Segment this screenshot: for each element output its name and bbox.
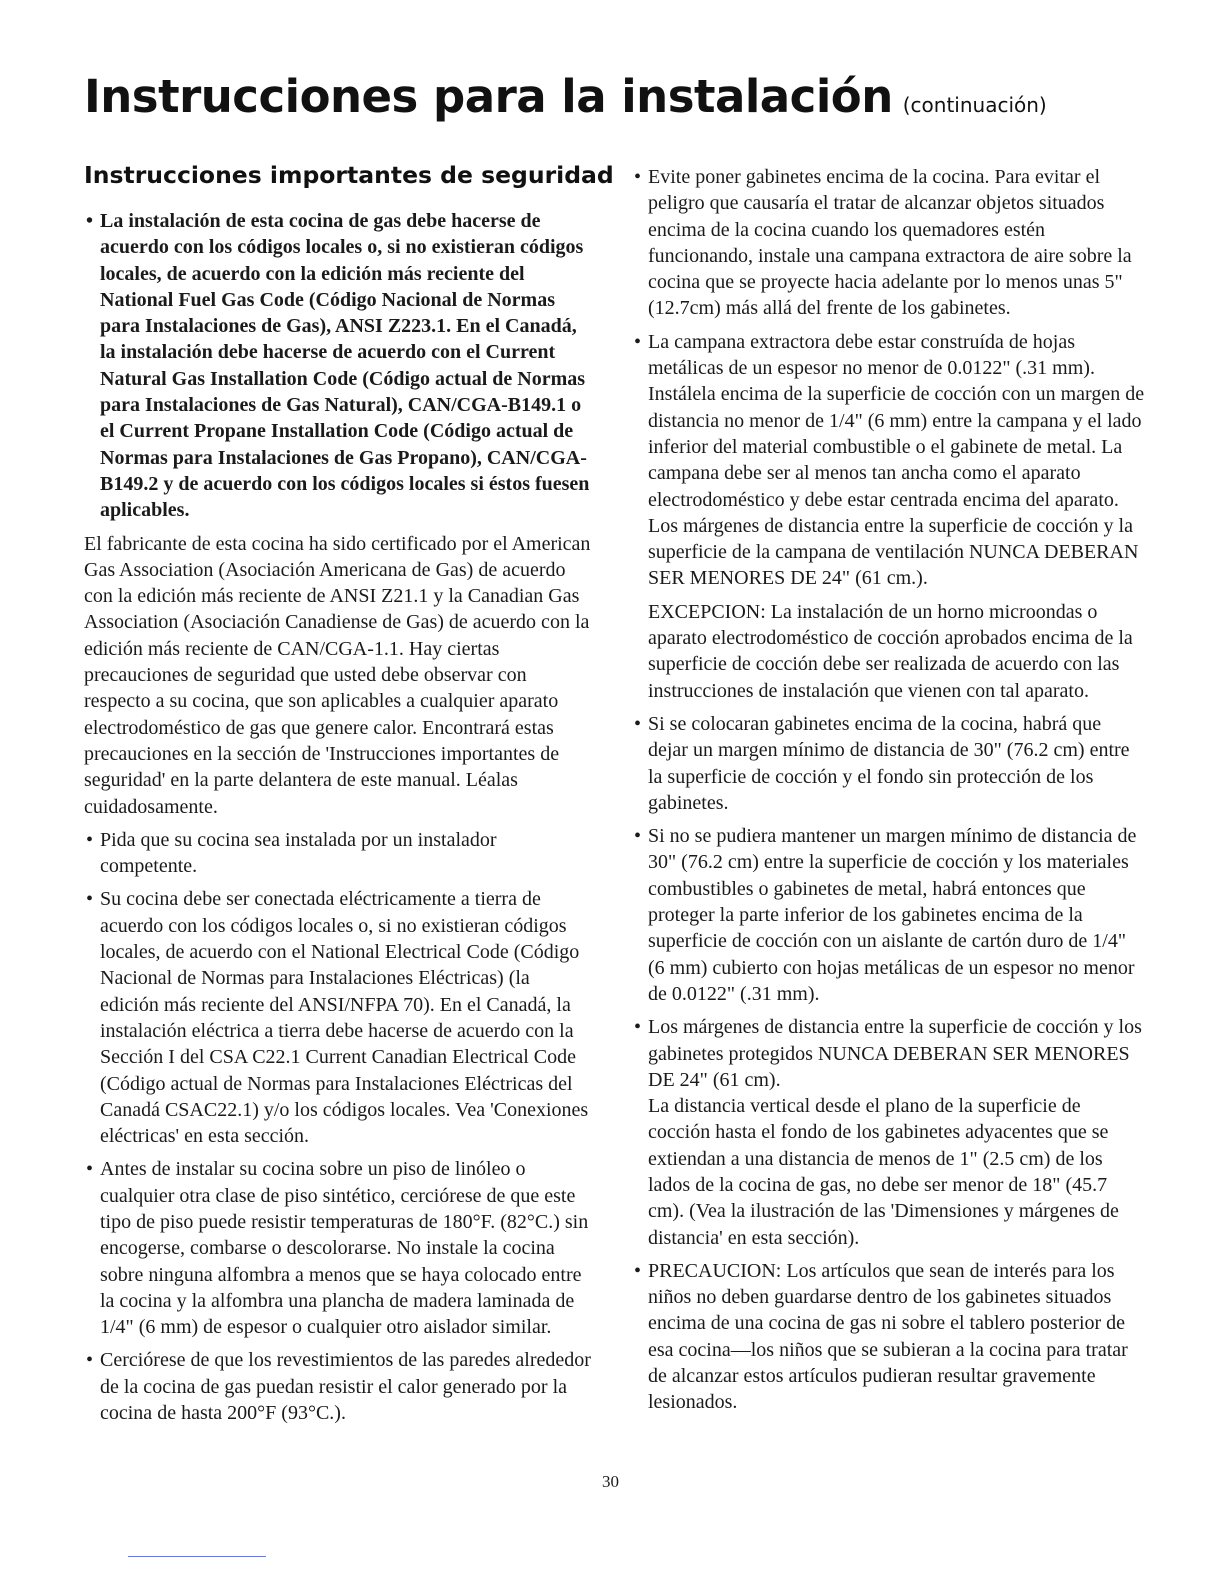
page-title [84, 70, 1047, 123]
left-column [84, 160, 614, 1433]
footer-rule [128, 1556, 266, 1557]
page-number: 30 [602, 1472, 619, 1491]
bullet-avoid-cabinets: • Evite poner gabinetes encima de la cocina. Para evitar el peligro que causaría el tratar de alcanzar objetos situados encima de la cocina cuando los quemadores estén funcionando, instale una campana extractora de aire sobre la cocina que se proyecte hacia adelante por lo menos unas 5" (12.7cm) más allá del frente de los gabinetes. [632, 164, 1146, 322]
certification-paragraph: El fabricante de esta cocina ha sido certificado por el American Gas Association (Asociación Americana de Gas) de acuerdo con la edición más reciente de ANSI Z21.1 y la Canadian Gas Association (Asociación Canadiense de Gas) de acuerdo con la edición más reciente de CAN/CGA-1.1. Hay ciertas precauciones de seguridad que usted debe observar con respecto a su cocina, que son aplicables a cualquier aparato electrodoméstico de gas que genere calor. Encontrará estas precauciones en la sección de 'Instrucciones importantes de seguridad' en la parte delantera de este manual. Léalas cuidadosamente. [84, 532, 591, 818]
bullet-hood-construction: • La campana extractora debe estar construída de hojas metálicas de un espesor no menor de 0.0122" (.31 mm). Instálela encima de la superficie de cocción con un margen de distancia no menor de 1/4" (6 mm) entre la campana y el lado inferior del material combustible o el gabinete de metal. La campana debe ser al menos tan ancha como el aparato electrodoméstico y debe estar centrada encima del aparato. Los márgenes de distancia entre la superficie de cocción y la superficie de la campana de ventilación NUNCA DEBERAN SER MENORES DE 24" (61 cm.). [632, 329, 1146, 592]
bullet-wall-coverings: • Cerciórese de que los revestimientos de las paredes alrededor de la cocina de gas puedan resistir el calor generado por la cocina de hasta 200°F (93°C.). [84, 1347, 592, 1426]
bullet-cabinet-protection: • Si no se pudiera mantener un margen mínimo de distancia de 30" (76.2 cm) entre la superficie de cocción y los materiales combustibles o gabinetes de metal, habrá entonces que proteger la parte inferior de los gabinetes encima de la superficie de cocción con un aislante de cartón duro de 1/4" (6 mm) cubierto con hojas metálicas de un espesor no menor de 0.0122" (.31 mm). [632, 823, 1146, 1007]
bullet-protected-cabinets: • Los márgenes de distancia entre la superficie de cocción y los gabinetes protegidos NUNCA DEBERAN SER MENORES DE 24" (61 cm). [632, 1014, 1146, 1093]
bullet-cabinet-clearance: • Si se colocaran gabinetes encima de la cocina, habrá que dejar un margen mínimo de distancia de 30" (76.2 cm) entre la superficie de cocción y el fondo sin protección de los gabinetes. [632, 711, 1146, 816]
vertical-distance-paragraph: La distancia vertical desde el plano de la superficie de cocción hasta el fondo de los gabinetes adyacentes que se extiendan a una distancia de menos de 1" (2.5 cm) de los lados de la cocina de gas, no debe ser menor de 18" (45.7 cm). (Vea la ilustración de las 'Dimensiones y márgenes de distancia' en esta sección). [648, 1095, 1119, 1249]
section-heading: Instrucciones importantes de seguridad [84, 161, 614, 189]
page-title-text: Instrucciones para la instalación [84, 70, 893, 123]
bullet-floor-temperature: • Antes de instalar su cocina sobre un piso de linóleo o cualquier otra clase de piso sintético, cerciórese de que este tipo de piso puede resistir temperaturas de 180°F. (82°C.) sin encogerse, combarse o descolorarse. No instale la cocina sobre ninguna alfombra a menos que se haya colocado entre la cocina y la alfombra una plancha de madera laminada de 1/4" (6 mm) de espesor o cualquier otro aislador similar. [84, 1156, 592, 1340]
bullet-electrical-grounding: • Su cocina debe ser conectada eléctricamente a tierra de acuerdo con los códigos locales o, si no existieran códigos locales, de acuerdo con el National Electrical Code (Código Nacional de Normas para Instalaciones Eléctricas) (la edición más reciente del ANSI/NFPA 70). En el Canadá, la instalación eléctrica a tierra debe hacerse de acuerdo con la Sección I del CSA C22.1 Current Canadian Electrical Code (Código actual de Normas para Instalaciones Eléctricas del Canadá CSAC22.1) y/o los códigos locales. Vea 'Conexiones eléctricas' en esta sección. [84, 886, 592, 1149]
exception-paragraph: EXCEPCION: La instalación de un horno microondas o aparato electrodoméstico de cocción aprobados encima de la superficie de cocción debe ser realizada de acuerdo con las instrucciones de instalación que vienen con tal aparato. [648, 600, 1133, 702]
bold-bullet-gas-codes: • La instalación de esta cocina de gas debe hacerse de acuerdo con los códigos locales o, si no existieran códigos locales, de acuerdo con la edición más reciente del National Fuel Gas Code (Código Nacional de Normas para Instalaciones de Gas), ANSI Z223.1. En el Canadá, la instalación debe hacerse de acuerdo con el Current Natural Gas Installation Code (Código actual de Normas para Instalaciones de Gas Natural), CAN/CGA-B149.1 o el Current Propane Installation Code (Código actual de Normas para Instalaciones de Gas Propano), CAN/CGA-B149.2 y de acuerdo con los códigos locales si éstos fuesen aplicables. [84, 208, 592, 524]
right-column [632, 164, 1146, 1423]
bullet-competent-installer: • Pida que su cocina sea instalada por un instalador competente. [84, 827, 592, 880]
page-subtitle: (continuación) [902, 93, 1047, 117]
bullet-caution-children: • PRECAUCION: Los artículos que sean de interés para los niños no deben guardarse dentro de los gabinetes situados encima de una cocina de gas ni sobre el tablero posterior de esa cocina—los niños que se subieran a la cocina para tratar de alcanzar estos artículos pudieran resultar gravemente lesionados. [632, 1258, 1146, 1416]
